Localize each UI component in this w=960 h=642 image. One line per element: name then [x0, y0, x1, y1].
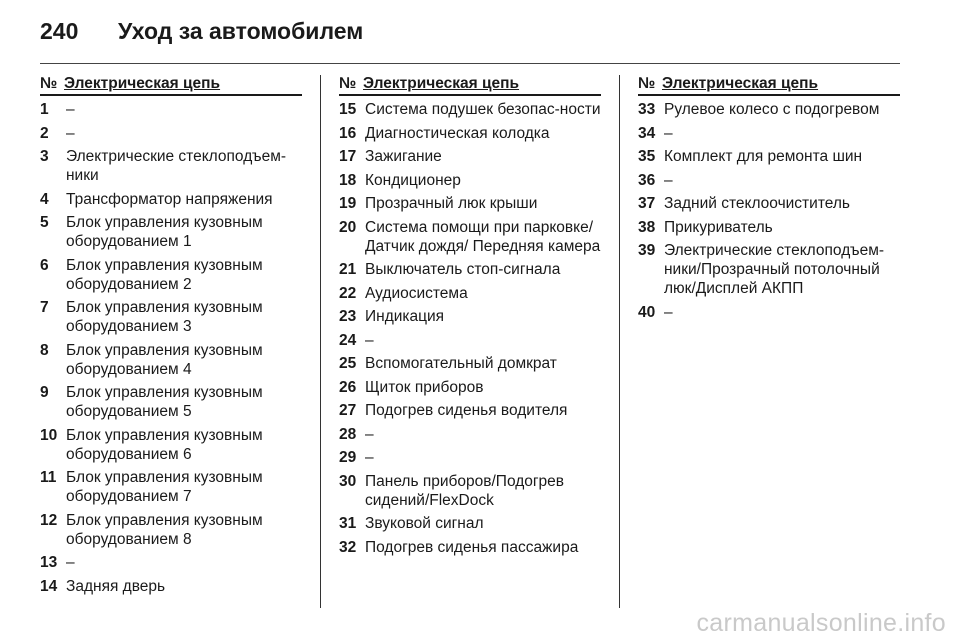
fuse-number: 39	[638, 242, 656, 259]
fuse-number: 20	[339, 218, 357, 236]
fuse-list	[40, 100, 302, 596]
circuit-description: Блок управления кузовным оборудованием 5	[66, 384, 263, 420]
fuse-row	[638, 218, 900, 237]
fuse-number: 2	[40, 124, 49, 142]
circuit-description: Трансформатор напряжения	[66, 190, 273, 208]
heading-number-label: №	[40, 75, 58, 92]
circuit-description: Панель приборов/Подогрев сидений/FlexDock	[365, 472, 565, 509]
fuse-row	[40, 124, 302, 143]
fuse-number: 17	[339, 148, 357, 165]
fuse-row	[339, 124, 601, 143]
fuse-number: 26	[339, 378, 357, 396]
fuse-row	[40, 553, 302, 572]
fuse-number: 30	[339, 472, 357, 490]
fuse-row	[339, 171, 601, 190]
column-heading	[638, 75, 900, 96]
fuse-number: 36	[638, 171, 656, 189]
fuse-row	[339, 472, 601, 510]
circuit-description: Звуковой сигнал	[365, 515, 484, 532]
watermark: carmanualsonline.info	[696, 609, 946, 637]
circuit-description: Блок управления кузовным оборудованием 7	[66, 469, 263, 505]
fuse-number: 28	[339, 425, 357, 443]
circuit-description: Комплект для ремонта шин	[664, 148, 863, 165]
fuse-number: 24	[339, 331, 357, 349]
fuse-list	[339, 100, 601, 557]
circuit-description: Щиток приборов	[365, 378, 484, 396]
fuse-number: 29	[339, 449, 357, 466]
fuse-row	[339, 307, 601, 326]
fuse-row	[339, 284, 601, 303]
fuse-number: 16	[339, 124, 357, 142]
circuit-description: Блок управления кузовным оборудованием 3	[66, 299, 263, 335]
fuse-number: 40	[638, 303, 656, 321]
fuse-row	[40, 190, 302, 209]
fuse-row	[40, 341, 302, 379]
fuse-number: 4	[40, 190, 49, 208]
circuit-description: –	[66, 101, 75, 118]
fuse-row	[339, 378, 601, 397]
fuse-number: 23	[339, 308, 357, 325]
fuse-row	[638, 303, 900, 322]
fuse-number: 19	[339, 195, 357, 212]
fuse-row	[339, 194, 601, 213]
fuse-row	[638, 194, 900, 213]
fuse-row	[638, 171, 900, 190]
fuse-row	[40, 383, 302, 421]
fuse-row	[40, 577, 302, 596]
page-number: 240	[40, 18, 79, 44]
fuse-row	[40, 147, 302, 185]
fuse-column-3	[638, 75, 900, 326]
fuse-row	[339, 100, 601, 119]
heading-number-label: №	[638, 75, 656, 92]
fuse-number: 33	[638, 101, 656, 118]
fuse-number: 37	[638, 195, 656, 212]
fuse-number: 13	[40, 554, 58, 571]
fuse-row	[339, 218, 601, 256]
circuit-description: –	[66, 554, 75, 571]
circuit-description: –	[365, 449, 374, 466]
fuse-row	[638, 100, 900, 119]
circuit-description: Задняя дверь	[66, 577, 166, 595]
fuse-row	[339, 401, 601, 420]
circuit-description: Электрические стеклоподъем-ники	[66, 148, 287, 184]
circuit-description: Система помощи при парковке/Датчик дождя/ Передняя камера	[365, 218, 601, 255]
column-heading	[339, 75, 601, 96]
column-divider	[619, 75, 620, 608]
circuit-description: Аудиосистема	[365, 284, 468, 302]
fuse-row	[339, 331, 601, 350]
fuse-number: 31	[339, 515, 357, 532]
fuse-number: 5	[40, 214, 49, 231]
circuit-description: –	[365, 331, 374, 349]
circuit-description: Блок управления кузовным оборудованием 8	[66, 511, 263, 548]
fuse-row	[638, 147, 900, 166]
fuse-row	[40, 426, 302, 464]
circuit-description: Блок управления кузовным оборудованием 1	[66, 214, 263, 250]
fuse-row	[40, 100, 302, 119]
column-divider	[320, 75, 321, 608]
fuse-number: 10	[40, 426, 58, 444]
fuse-row	[40, 511, 302, 549]
fuse-row	[40, 298, 302, 336]
circuit-description: Вспомогательный домкрат	[365, 355, 557, 372]
circuit-description: –	[664, 124, 673, 142]
circuit-description: Кондиционер	[365, 171, 461, 189]
circuit-description: Задний стеклоочиститель	[664, 195, 850, 212]
circuit-description: Блок управления кузовным оборудованием 6	[66, 426, 263, 463]
fuse-number: 7	[40, 299, 49, 316]
circuit-description: –	[664, 171, 673, 189]
fuse-column-1	[40, 75, 302, 600]
circuit-description: Система подушек безопас-ности	[365, 101, 601, 118]
fuse-number: 8	[40, 341, 49, 359]
heading-title: Электрическая цепь	[363, 75, 520, 92]
heading-number-label: №	[339, 75, 357, 92]
circuit-description: Электрические стеклоподъем-ники/Прозрачный потолочный люк/Дисплей АКПП	[664, 242, 885, 297]
circuit-description: Подогрев сиденья водителя	[365, 402, 568, 419]
fuse-number: 6	[40, 256, 49, 274]
fuse-row	[40, 468, 302, 506]
circuit-description: Прикуриватель	[664, 218, 773, 236]
circuit-description: Зажигание	[365, 148, 442, 165]
fuse-row	[638, 241, 900, 298]
circuit-description: Прозрачный люк крыши	[365, 195, 538, 212]
circuit-description: Подогрев сиденья пассажира	[365, 538, 579, 556]
fuse-row	[638, 124, 900, 143]
circuit-description: Выключатель стоп-сигнала	[365, 261, 561, 278]
fuse-number: 1	[40, 101, 49, 118]
page-header	[40, 18, 363, 45]
fuse-number: 34	[638, 124, 656, 142]
header-rule	[40, 63, 900, 64]
fuse-number: 22	[339, 284, 357, 302]
fuse-number: 18	[339, 171, 357, 189]
heading-title: Электрическая цепь	[662, 75, 819, 92]
column-heading	[40, 75, 302, 96]
circuit-description: Индикация	[365, 308, 445, 325]
fuse-number: 9	[40, 384, 49, 401]
fuse-row	[339, 425, 601, 444]
fuse-row	[339, 538, 601, 557]
fuse-column-2	[339, 75, 601, 561]
page-title: Уход за автомобилем	[118, 18, 364, 44]
circuit-description: Блок управления кузовным оборудованием 4	[66, 341, 263, 378]
fuse-number: 15	[339, 101, 357, 118]
fuse-number: 11	[40, 469, 57, 486]
circuit-description: Диагностическая колодка	[365, 124, 550, 142]
fuse-row	[339, 448, 601, 467]
fuse-number: 35	[638, 148, 656, 165]
fuse-list	[638, 100, 900, 322]
fuse-number: 38	[638, 218, 656, 236]
heading-title: Электрическая цепь	[64, 75, 221, 92]
fuse-row	[40, 213, 302, 251]
circuit-description: –	[66, 124, 75, 142]
circuit-description: –	[365, 425, 374, 443]
circuit-description: Блок управления кузовным оборудованием 2	[66, 256, 263, 293]
fuse-number: 25	[339, 355, 357, 372]
fuse-row	[339, 514, 601, 533]
fuse-row	[339, 147, 601, 166]
fuse-row	[40, 256, 302, 294]
fuse-number: 27	[339, 402, 357, 419]
circuit-description: –	[664, 303, 673, 321]
fuse-row	[339, 354, 601, 373]
fuse-number: 32	[339, 538, 357, 556]
fuse-number: 14	[40, 577, 58, 595]
fuse-row	[339, 260, 601, 279]
fuse-number: 21	[339, 261, 357, 278]
fuse-number: 12	[40, 511, 58, 529]
circuit-description: Рулевое колесо с подогревом	[664, 101, 880, 118]
fuse-number: 3	[40, 148, 49, 165]
